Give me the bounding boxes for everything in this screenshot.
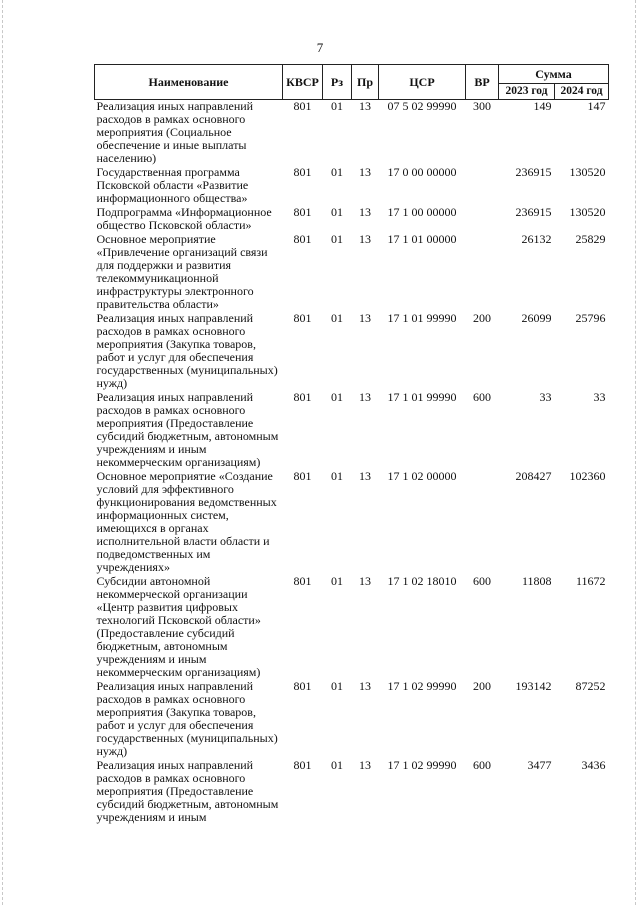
cell-vr: 600 bbox=[473, 390, 491, 404]
scan-edge-right bbox=[635, 0, 637, 905]
cell-kvsr: 801 bbox=[293, 99, 312, 113]
cell-name: Реализация иных направлений расходов в рамках основного мероприятия (Предоставление субсидий бюджетным, автономным учреждениям и иным некоммерческим организациям) bbox=[96, 390, 279, 469]
cell-rz: 01 bbox=[331, 390, 343, 404]
header-vr: ВР bbox=[466, 65, 499, 100]
header-csr: ЦСР bbox=[379, 65, 466, 100]
table-row bbox=[95, 759, 609, 825]
cell-name: Реализация иных направлений расходов в рамках основного мероприятия (Закупка товаров, работ и услуг для обеспечения государственных (муниципальных) нужд) bbox=[96, 311, 278, 390]
cell-pr: 13 bbox=[359, 574, 371, 588]
cell-rz: 01 bbox=[331, 469, 343, 483]
cell-pr: 13 bbox=[359, 165, 371, 179]
scan-edge-left bbox=[2, 0, 4, 905]
cell-vr: 600 bbox=[473, 758, 491, 772]
cell-kvsr: 801 bbox=[293, 758, 312, 772]
header-sum: Сумма bbox=[499, 65, 609, 84]
cell-name: Основное мероприятие «Привлечение организаций связи для поддержки и развития телекоммуникационной инфраструктуры электронного правительства области» bbox=[96, 232, 268, 311]
cell-sum-2023: 33 bbox=[539, 390, 552, 404]
cell-pr: 13 bbox=[359, 99, 371, 113]
table-body bbox=[95, 100, 609, 826]
cell-sum-2024: 25829 bbox=[575, 232, 606, 246]
page-number: 7 bbox=[316, 40, 324, 55]
cell-sum-2023: 26099 bbox=[521, 311, 552, 325]
cell-name: Подпрограмма «Информационное общество Псковской области» bbox=[96, 205, 272, 232]
table-row bbox=[95, 206, 609, 233]
cell-kvsr: 801 bbox=[293, 469, 312, 483]
cell-vr bbox=[466, 470, 499, 575]
cell-sum-2024: 33 bbox=[593, 390, 606, 404]
cell-rz: 01 bbox=[331, 232, 343, 246]
cell-name: Реализация иных направлений расходов в рамках основного мероприятия (Закупка товаров, работ и услуг для обеспечения государственных (муниципальных) нужд) bbox=[96, 679, 278, 758]
header-pr: Пр bbox=[352, 65, 379, 100]
cell-vr bbox=[466, 233, 499, 312]
cell-pr: 13 bbox=[359, 758, 371, 772]
cell-csr: 17 1 02 99990 bbox=[387, 758, 457, 772]
cell-rz: 01 bbox=[331, 99, 343, 113]
cell-rz: 01 bbox=[331, 165, 343, 179]
cell-pr: 13 bbox=[359, 679, 371, 693]
table-row bbox=[95, 391, 609, 470]
cell-sum-2023: 236915 bbox=[515, 165, 552, 179]
cell-vr: 300 bbox=[473, 99, 491, 113]
cell-rz: 01 bbox=[331, 574, 343, 588]
cell-csr: 17 1 02 00000 bbox=[387, 469, 457, 483]
cell-csr: 17 1 00 00000 bbox=[387, 205, 457, 219]
cell-sum-2024: 147 bbox=[587, 99, 606, 113]
cell-rz: 01 bbox=[331, 679, 343, 693]
table-row bbox=[95, 166, 609, 206]
cell-sum-2024: 25796 bbox=[575, 311, 606, 325]
cell-sum-2023: 208427 bbox=[515, 469, 552, 483]
table-row bbox=[95, 680, 609, 759]
cell-sum-2024: 87252 bbox=[575, 679, 606, 693]
table-row bbox=[95, 233, 609, 312]
header-rz: Рз bbox=[323, 65, 352, 100]
cell-pr: 13 bbox=[359, 469, 371, 483]
cell-vr: 600 bbox=[473, 574, 491, 588]
header-name: Наименование bbox=[95, 65, 283, 100]
cell-kvsr: 801 bbox=[293, 165, 312, 179]
cell-kvsr: 801 bbox=[293, 232, 312, 246]
cell-sum-2023: 236915 bbox=[515, 205, 552, 219]
cell-sum-2023: 3477 bbox=[527, 758, 552, 772]
table-header bbox=[95, 65, 609, 100]
cell-rz: 01 bbox=[331, 758, 343, 772]
cell-sum-2024: 130520 bbox=[569, 205, 606, 219]
cell-csr: 17 1 02 99990 bbox=[387, 679, 457, 693]
cell-name: Основное мероприятие «Создание условий для эффективного функционирования ведомственных информационных систем, имеющихся в органах исполнительной власти области и подведомственных им учреждениях» bbox=[96, 469, 277, 574]
cell-rz: 01 bbox=[331, 311, 343, 325]
budget-table bbox=[94, 64, 609, 825]
cell-csr: 17 1 02 18010 bbox=[387, 574, 457, 588]
cell-vr: 200 bbox=[473, 679, 491, 693]
header-2024: 2024 год bbox=[555, 84, 609, 100]
cell-kvsr: 801 bbox=[293, 311, 312, 325]
header-kvsr: КВСР bbox=[283, 65, 323, 100]
cell-kvsr: 801 bbox=[293, 679, 312, 693]
cell-csr: 17 1 01 99990 bbox=[387, 390, 457, 404]
table-row bbox=[95, 312, 609, 391]
cell-sum-2023: 26132 bbox=[521, 232, 552, 246]
cell-name: Реализация иных направлений расходов в рамках основного мероприятия (Предоставление субсидий бюджетным, автономным учреждениям и иным bbox=[96, 758, 279, 824]
cell-csr: 17 0 00 00000 bbox=[387, 165, 457, 179]
cell-kvsr: 801 bbox=[293, 205, 312, 219]
cell-pr: 13 bbox=[359, 390, 371, 404]
table-row bbox=[95, 575, 609, 680]
header-2023: 2023 год bbox=[499, 84, 555, 100]
cell-kvsr: 801 bbox=[293, 390, 312, 404]
cell-vr bbox=[466, 206, 499, 233]
cell-csr: 17 1 01 00000 bbox=[387, 232, 457, 246]
cell-name: Субсидии автономной некоммерческой организации «Центр развития цифровых технологий Псковской области» (Предоставление субсидий бюджетным, автономным учреждениям и иным некоммерческим организациям) bbox=[96, 574, 261, 679]
cell-pr: 13 bbox=[359, 311, 371, 325]
table-row bbox=[95, 470, 609, 575]
table-row bbox=[95, 100, 609, 167]
cell-kvsr: 801 bbox=[293, 574, 312, 588]
cell-name: Реализация иных направлений расходов в рамках основного мероприятия (Социальное обеспечение и иные выплаты населению) bbox=[96, 99, 254, 165]
cell-name: Государственная программа Псковской области «Развитие информационного общества» bbox=[96, 165, 249, 205]
cell-sum-2024: 11672 bbox=[575, 574, 606, 588]
cell-sum-2023: 11808 bbox=[521, 574, 552, 588]
cell-pr: 13 bbox=[359, 205, 371, 219]
cell-pr: 13 bbox=[359, 232, 371, 246]
cell-sum-2023: 193142 bbox=[515, 679, 552, 693]
cell-sum-2024: 102360 bbox=[569, 469, 606, 483]
cell-vr bbox=[466, 166, 499, 206]
cell-vr: 200 bbox=[473, 311, 491, 325]
cell-csr: 07 5 02 99990 bbox=[387, 99, 457, 113]
cell-csr: 17 1 01 99990 bbox=[387, 311, 457, 325]
cell-rz: 01 bbox=[331, 205, 343, 219]
cell-sum-2024: 130520 bbox=[569, 165, 606, 179]
cell-sum-2023: 149 bbox=[533, 99, 552, 113]
cell-sum-2024: 3436 bbox=[581, 758, 606, 772]
